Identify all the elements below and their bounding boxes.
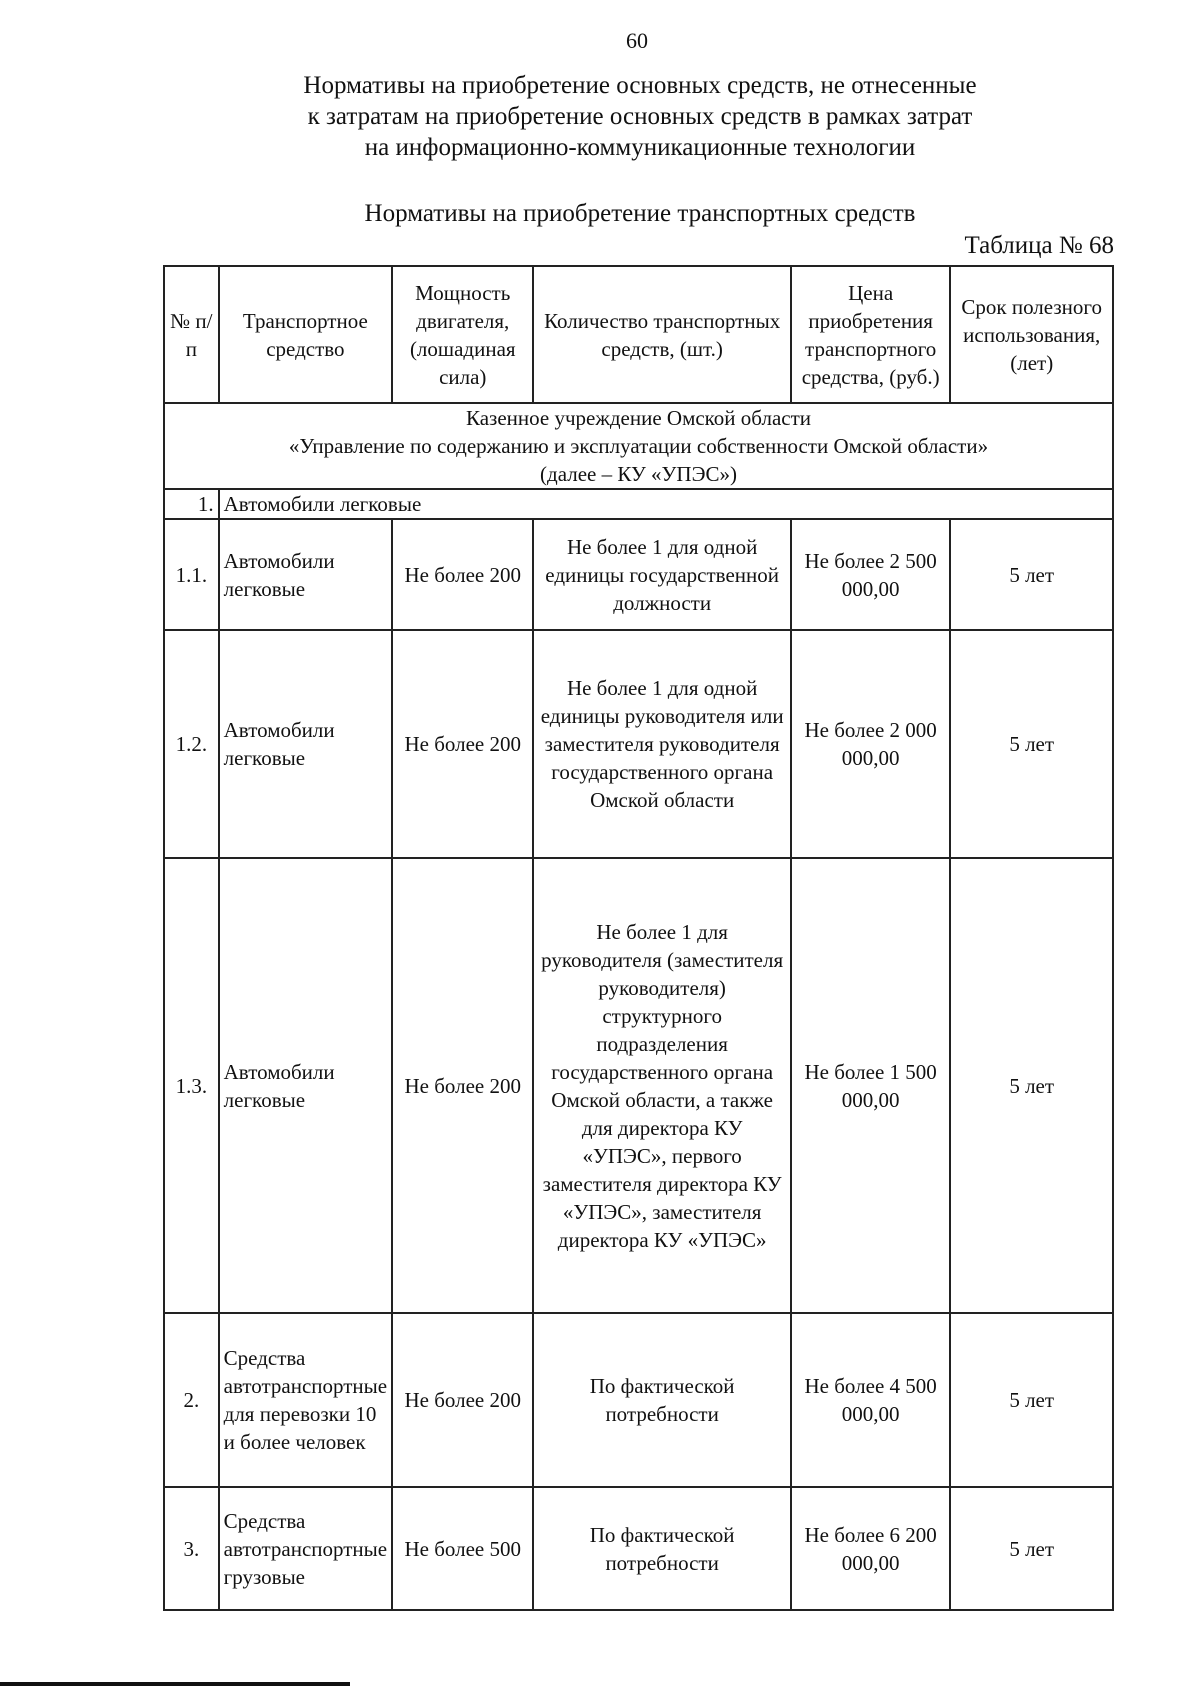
row-num: 3. bbox=[164, 1487, 219, 1610]
row-quantity: Не более 1 для одной единицы государственной должности bbox=[533, 519, 791, 630]
row-vehicle: Автомобили легковые bbox=[219, 519, 392, 630]
row-quantity: Не более 1 для руководителя (заместителя руководителя) структурного подразделения государственного органа Омской области, а также для директора КУ «УПЭС», первого заместителя директора КУ «УПЭС», заместителя директора КУ «УПЭС» bbox=[533, 858, 791, 1313]
section-label: Автомобили легковые bbox=[219, 489, 1113, 519]
row-vehicle: Средства автотранспортные для перевозки 10 и более человек bbox=[219, 1313, 392, 1487]
document-title bbox=[180, 70, 1100, 163]
table-header-row bbox=[164, 266, 1113, 403]
row-quantity: Не более 1 для одной единицы руководителя или заместителя руководителя государственного органа Омской области bbox=[533, 630, 791, 858]
row-num: 1.2. bbox=[164, 630, 219, 858]
row-vehicle: Автомобили легковые bbox=[219, 858, 392, 1313]
row-price: Не более 2 500 000,00 bbox=[791, 519, 951, 630]
row-term: 5 лет bbox=[950, 1313, 1113, 1487]
org-line: «Управление по содержанию и эксплуатации собственности Омской области» bbox=[288, 434, 989, 458]
row-vehicle: Автомобили легковые bbox=[219, 630, 392, 858]
row-term: 5 лет bbox=[950, 630, 1113, 858]
title-line: Нормативы на приобретение основных средств, не отнесенные bbox=[303, 72, 977, 99]
norms-table bbox=[163, 265, 1114, 1611]
title-line: к затратам на приобретение основных средств в рамках затрат bbox=[307, 103, 973, 130]
row-term: 5 лет bbox=[950, 858, 1113, 1313]
row-price: Не более 2 000 000,00 bbox=[791, 630, 951, 858]
row-quantity: По фактической потребности bbox=[533, 1487, 791, 1610]
row-price: Не более 4 500 000,00 bbox=[791, 1313, 951, 1487]
row-price: Не более 6 200 000,00 bbox=[791, 1487, 951, 1610]
row-vehicle: Средства автотранспортные грузовые bbox=[219, 1487, 392, 1610]
header-vehicle: Транспортное средство bbox=[219, 266, 392, 403]
section-row bbox=[164, 489, 1113, 519]
header-power: Мощность двигателя, (лошадиная сила) bbox=[392, 266, 533, 403]
header-term: Срок полезного использования, (лет) bbox=[950, 266, 1113, 403]
row-power: Не более 200 bbox=[392, 519, 533, 630]
org-row bbox=[164, 403, 1113, 489]
row-num: 2. bbox=[164, 1313, 219, 1487]
bottom-edge-line bbox=[0, 1682, 350, 1686]
table-row bbox=[164, 630, 1113, 858]
row-power: Не более 200 bbox=[392, 858, 533, 1313]
table-row bbox=[164, 858, 1113, 1313]
section-num: 1. bbox=[164, 489, 219, 519]
row-power: Не более 500 bbox=[392, 1487, 533, 1610]
table-subtitle: Нормативы на приобретение транспортных средств bbox=[364, 200, 916, 227]
row-power: Не более 200 bbox=[392, 630, 533, 858]
row-num: 1.3. bbox=[164, 858, 219, 1313]
table-number: Таблица № 68 bbox=[964, 232, 1114, 259]
row-term: 5 лет bbox=[950, 1487, 1113, 1610]
table-row bbox=[164, 519, 1113, 630]
org-cell bbox=[164, 403, 1113, 489]
row-term: 5 лет bbox=[950, 519, 1113, 630]
title-line: на информационно-коммуникационные технологии bbox=[364, 134, 916, 161]
header-price: Цена приобретения транспортного средства, (руб.) bbox=[791, 266, 951, 403]
page-number: 60 bbox=[626, 28, 648, 53]
row-num: 1.1. bbox=[164, 519, 219, 630]
org-line: Казенное учреждение Омской области bbox=[465, 406, 811, 430]
row-price: Не более 1 500 000,00 bbox=[791, 858, 951, 1313]
org-line: (далее – КУ «УПЭС») bbox=[540, 462, 737, 486]
table-row bbox=[164, 1313, 1113, 1487]
row-quantity: По фактической потребности bbox=[533, 1313, 791, 1487]
header-quantity: Количество транспортных средств, (шт.) bbox=[533, 266, 791, 403]
header-num: № п/п bbox=[164, 266, 219, 403]
row-power: Не более 200 bbox=[392, 1313, 533, 1487]
table-row bbox=[164, 1487, 1113, 1610]
